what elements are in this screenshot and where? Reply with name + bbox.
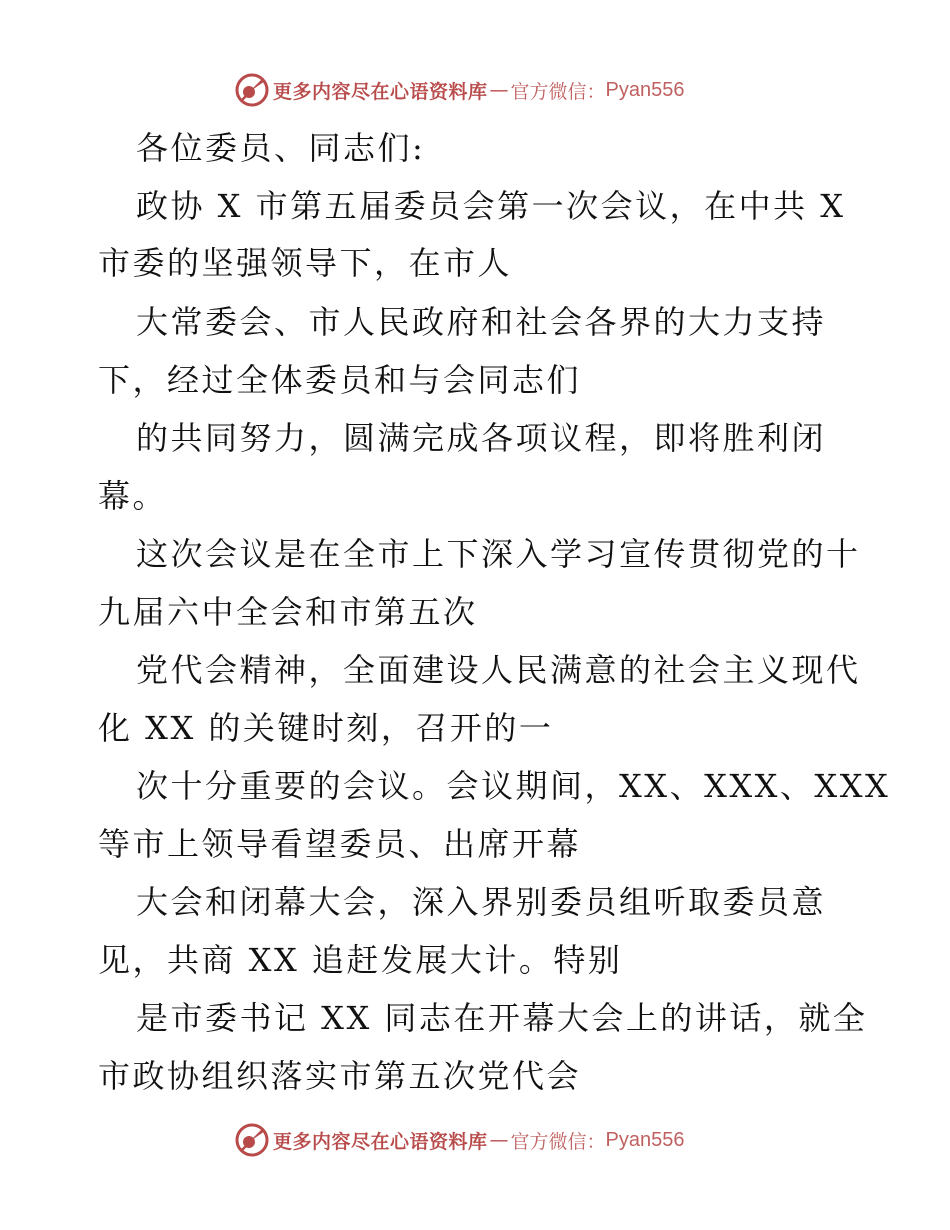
text-line-9: 九届六中全会和市第五次 (98, 593, 478, 631)
text-line-2: 政协 X 市第五届委员会第一次会议，在中共 X (136, 187, 846, 225)
text-line-4: 大常委会、市人民政府和社会各界的大力支持 (136, 303, 827, 341)
watermark-wechat-id: Pyan556 (605, 78, 685, 101)
text-line-3: 市委的坚强领导下，在市人 (98, 244, 513, 282)
footer-watermark (235, 1122, 685, 1158)
watermark-dash: — (489, 79, 509, 101)
text-line-5: 下，经过全体委员和与会同志们 (98, 361, 582, 399)
watermark-wechat-id: Pyan556 (605, 1128, 685, 1151)
text-line-14: 大会和闭幕大会，深入界别委员组听取委员意 (136, 883, 827, 921)
watermark-dash: — (489, 1129, 509, 1151)
watermark-main-text: 更多内容尽在心语资料库 (273, 80, 488, 103)
watermark-sub-text: 官方微信： (510, 1130, 606, 1153)
text-line-8: 这次会议是在全市上下深入学习宣传贯彻党的十 (136, 535, 861, 573)
text-line-13: 等市上领导看望委员、出席开幕 (98, 825, 582, 863)
quill-logo-icon (235, 73, 269, 107)
text-line-10: 党代会精神，全面建设人民满意的社会主义现代 (136, 651, 861, 689)
watermark-sub-text: 官方微信： (510, 80, 606, 103)
text-line-16: 是市委书记 XX 同志在开幕大会上的讲话，就全 (136, 999, 868, 1037)
text-line-17: 市政协组织落实市第五次党代会 (98, 1057, 582, 1095)
text-line-12: 次十分重要的会议。会议期间，XX、XXX、XXX (136, 767, 891, 805)
header-watermark (235, 72, 685, 108)
text-line-1: 各位委员、同志们: (136, 129, 426, 167)
text-line-11: 化 XX 的关键时刻，召开的一 (98, 709, 554, 747)
text-line-6: 的共同努力，圆满完成各项议程，即将胜利闭 (136, 419, 827, 457)
watermark-main-text: 更多内容尽在心语资料库 (273, 1130, 488, 1153)
quill-logo-icon (235, 1123, 269, 1157)
text-line-7: 幕。 (98, 477, 168, 515)
text-line-15: 见，共商 XX 追赶发展大计。特别 (98, 941, 623, 979)
